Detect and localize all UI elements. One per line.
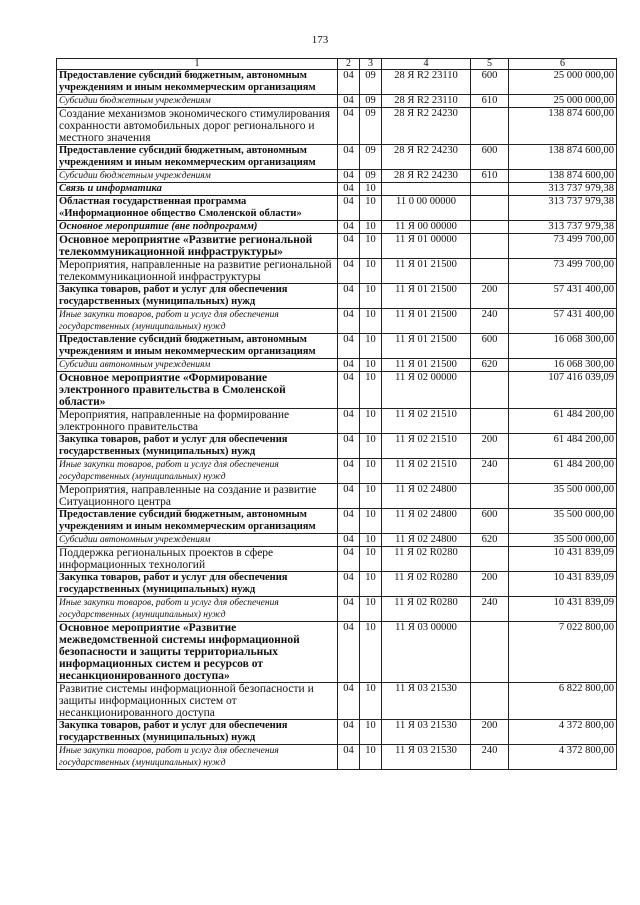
- row-target-code: 28 Я R2 24230: [382, 108, 471, 145]
- table-row: [57, 434, 617, 459]
- header-row: [57, 59, 617, 70]
- row-subsection: 09: [360, 95, 382, 108]
- row-section: 04: [338, 108, 360, 145]
- row-target-code: 11 Я 02 24800: [382, 534, 471, 547]
- row-section: 04: [338, 70, 360, 95]
- row-subsection: 10: [360, 459, 382, 484]
- row-expense-type: 200: [471, 284, 509, 309]
- row-target-code: 11 Я 02 21510: [382, 459, 471, 484]
- row-name: Развитие системы информационной безопасности и защиты информационных систем от несанкционированного доступа: [57, 683, 338, 720]
- row-section: 04: [338, 234, 360, 259]
- row-expense-type: 600: [471, 509, 509, 534]
- row-section: 04: [338, 720, 360, 745]
- row-expense-type: [471, 622, 509, 683]
- row-section: 04: [338, 509, 360, 534]
- row-expense-type: [471, 409, 509, 434]
- row-amount: 73 499 700,00: [509, 259, 617, 284]
- col-header-1: 1: [57, 59, 338, 70]
- table-row: [57, 459, 617, 484]
- row-target-code: 11 Я 02 00000: [382, 372, 471, 409]
- row-target-code: 11 Я 01 00000: [382, 234, 471, 259]
- row-amount: 57 431 400,00: [509, 309, 617, 334]
- row-expense-type: [471, 547, 509, 572]
- row-amount: 7 022 800,00: [509, 622, 617, 683]
- table-row: [57, 284, 617, 309]
- row-expense-type: 200: [471, 572, 509, 597]
- row-amount: 138 874 600,00: [509, 145, 617, 170]
- row-subsection: 10: [360, 572, 382, 597]
- table-row: [57, 234, 617, 259]
- row-target-code: 11 Я 01 21500: [382, 284, 471, 309]
- row-name: Мероприятия, направленные на создание и развитие Ситуационного центра: [57, 484, 338, 509]
- row-amount: 4 372 800,00: [509, 720, 617, 745]
- table-row: [57, 683, 617, 720]
- row-expense-type: [471, 484, 509, 509]
- row-amount: 10 431 839,09: [509, 547, 617, 572]
- row-subsection: 10: [360, 196, 382, 221]
- row-section: 04: [338, 547, 360, 572]
- table-row: [57, 359, 617, 372]
- row-name: Закупка товаров, работ и услуг для обеспечения государственных (муниципальных) нужд: [57, 434, 338, 459]
- row-section: 04: [338, 534, 360, 547]
- table-row: [57, 622, 617, 683]
- row-subsection: 10: [360, 359, 382, 372]
- row-section: 04: [338, 309, 360, 334]
- table-row: [57, 259, 617, 284]
- col-header-4: 4: [382, 59, 471, 70]
- row-subsection: 10: [360, 183, 382, 196]
- table-row: [57, 70, 617, 95]
- row-section: 04: [338, 221, 360, 234]
- row-name: Предоставление субсидий бюджетным, автономным учреждениям и иным некоммерческим организациям: [57, 334, 338, 359]
- table-row: [57, 309, 617, 334]
- table-row: [57, 145, 617, 170]
- row-target-code: [382, 183, 471, 196]
- page-number: 173: [311, 34, 329, 46]
- row-section: 04: [338, 459, 360, 484]
- row-subsection: 10: [360, 509, 382, 534]
- row-amount: 61 484 200,00: [509, 409, 617, 434]
- row-section: 04: [338, 622, 360, 683]
- row-amount: 4 372 800,00: [509, 745, 617, 770]
- row-expense-type: [471, 234, 509, 259]
- row-section: 04: [338, 95, 360, 108]
- row-name: Закупка товаров, работ и услуг для обеспечения государственных (муниципальных) нужд: [57, 572, 338, 597]
- row-amount: 73 499 700,00: [509, 234, 617, 259]
- row-target-code: 11 0 00 00000: [382, 196, 471, 221]
- row-name: Основное мероприятие «Развитие межведомственной системы информационной безопасности и защиты территориальных информационных систем и ресурсов от несанкционированного доступа»: [57, 622, 338, 683]
- row-target-code: 28 Я R2 24230: [382, 145, 471, 170]
- row-name: Иные закупки товаров, работ и услуг для обеспечения государственных (муниципальных) нужд: [57, 459, 338, 484]
- row-section: 04: [338, 183, 360, 196]
- row-expense-type: 240: [471, 459, 509, 484]
- table-row: [57, 572, 617, 597]
- row-subsection: 10: [360, 334, 382, 359]
- row-target-code: 11 Я 03 00000: [382, 622, 471, 683]
- row-target-code: 11 Я 03 21530: [382, 745, 471, 770]
- table-row: [57, 95, 617, 108]
- row-section: 04: [338, 597, 360, 622]
- row-name: Субсидии автономным учреждениям: [57, 534, 338, 547]
- row-amount: 138 874 600,00: [509, 170, 617, 183]
- row-name: Субсидии бюджетным учреждениям: [57, 170, 338, 183]
- row-subsection: 10: [360, 259, 382, 284]
- row-amount: 35 500 000,00: [509, 484, 617, 509]
- row-name: Предоставление субсидий бюджетным, автономным учреждениям и иным некоммерческим организациям: [57, 70, 338, 95]
- row-expense-type: 600: [471, 145, 509, 170]
- row-amount: 25 000 000,00: [509, 95, 617, 108]
- row-amount: 25 000 000,00: [509, 70, 617, 95]
- row-expense-type: [471, 259, 509, 284]
- row-amount: 138 874 600,00: [509, 108, 617, 145]
- row-name: Основное мероприятие (вне подпрограмм): [57, 221, 338, 234]
- row-expense-type: [471, 183, 509, 196]
- row-name: Иные закупки товаров, работ и услуг для обеспечения государственных (муниципальных) нужд: [57, 745, 338, 770]
- row-target-code: 11 Я 02 24800: [382, 484, 471, 509]
- row-subsection: 10: [360, 534, 382, 547]
- row-name: Закупка товаров, работ и услуг для обеспечения государственных (муниципальных) нужд: [57, 720, 338, 745]
- row-target-code: 11 Я 02 21510: [382, 409, 471, 434]
- row-name: Поддержка региональных проектов в сфере информационных технологий: [57, 547, 338, 572]
- row-expense-type: 240: [471, 597, 509, 622]
- table-row: [57, 597, 617, 622]
- row-target-code: 11 Я 02 24800: [382, 509, 471, 534]
- row-expense-type: 240: [471, 309, 509, 334]
- row-target-code: 11 Я 02 R0280: [382, 597, 471, 622]
- row-expense-type: 200: [471, 434, 509, 459]
- row-expense-type: [471, 108, 509, 145]
- table-row: [57, 745, 617, 770]
- row-expense-type: [471, 372, 509, 409]
- row-name: Областная государственная программа «Информационное общество Смоленской области»: [57, 196, 338, 221]
- row-target-code: 11 Я 02 R0280: [382, 547, 471, 572]
- row-target-code: 11 Я 01 21500: [382, 334, 471, 359]
- table-row: [57, 334, 617, 359]
- row-amount: 313 737 979,38: [509, 183, 617, 196]
- row-subsection: 10: [360, 622, 382, 683]
- row-amount: 313 737 979,38: [509, 221, 617, 234]
- row-name: Связь и информатика: [57, 183, 338, 196]
- row-expense-type: 620: [471, 359, 509, 372]
- row-subsection: 10: [360, 720, 382, 745]
- row-expense-type: [471, 683, 509, 720]
- col-header-2: 2: [338, 59, 360, 70]
- row-name: Субсидии автономным учреждениям: [57, 359, 338, 372]
- row-name: Мероприятия, направленные на формирование электронного правительства: [57, 409, 338, 434]
- row-amount: 10 431 839,09: [509, 597, 617, 622]
- table-row: [57, 183, 617, 196]
- table-row: [57, 720, 617, 745]
- row-expense-type: 240: [471, 745, 509, 770]
- row-subsection: 10: [360, 309, 382, 334]
- table-row: [57, 196, 617, 221]
- row-target-code: 28 Я R2 23110: [382, 70, 471, 95]
- row-target-code: 28 Я R2 23110: [382, 95, 471, 108]
- table-row: [57, 547, 617, 572]
- row-subsection: 10: [360, 434, 382, 459]
- row-amount: 61 484 200,00: [509, 434, 617, 459]
- row-subsection: 09: [360, 70, 382, 95]
- table-body: [57, 70, 617, 770]
- row-name: Субсидии бюджетным учреждениям: [57, 95, 338, 108]
- row-subsection: 10: [360, 745, 382, 770]
- row-name: Закупка товаров, работ и услуг для обеспечения государственных (муниципальных) нужд: [57, 284, 338, 309]
- row-name: Предоставление субсидий бюджетным, автономным учреждениям и иным некоммерческим организациям: [57, 509, 338, 534]
- row-target-code: 11 Я 03 21530: [382, 720, 471, 745]
- row-section: 04: [338, 683, 360, 720]
- col-header-6: 6: [509, 59, 617, 70]
- table-row: [57, 534, 617, 547]
- row-target-code: 11 Я 02 21510: [382, 434, 471, 459]
- row-amount: 35 500 000,00: [509, 534, 617, 547]
- row-section: 04: [338, 170, 360, 183]
- row-amount: 57 431 400,00: [509, 284, 617, 309]
- row-subsection: 10: [360, 234, 382, 259]
- row-subsection: 10: [360, 221, 382, 234]
- row-section: 04: [338, 409, 360, 434]
- table-row: [57, 108, 617, 145]
- row-target-code: 28 Я R2 24230: [382, 170, 471, 183]
- row-name: Основное мероприятие «Развитие региональной телекоммуникационной инфраструктуры»: [57, 234, 338, 259]
- row-section: 04: [338, 745, 360, 770]
- row-section: 04: [338, 372, 360, 409]
- row-subsection: 10: [360, 409, 382, 434]
- col-header-3: 3: [360, 59, 382, 70]
- row-name: Иные закупки товаров, работ и услуг для обеспечения государственных (муниципальных) нужд: [57, 309, 338, 334]
- row-amount: 35 500 000,00: [509, 509, 617, 534]
- row-expense-type: [471, 196, 509, 221]
- row-expense-type: [471, 221, 509, 234]
- row-amount: 313 737 979,38: [509, 196, 617, 221]
- row-section: 04: [338, 259, 360, 284]
- row-target-code: 11 Я 03 21530: [382, 683, 471, 720]
- table-row: [57, 484, 617, 509]
- row-amount: 107 416 039,09: [509, 372, 617, 409]
- row-subsection: 10: [360, 597, 382, 622]
- col-header-5: 5: [471, 59, 509, 70]
- row-name: Создание механизмов экономического стимулирования сохранности автомобильных дорог регионального и местного значения: [57, 108, 338, 145]
- row-subsection: 09: [360, 145, 382, 170]
- row-section: 04: [338, 334, 360, 359]
- budget-table: [56, 58, 617, 770]
- row-expense-type: 600: [471, 70, 509, 95]
- row-name: Основное мероприятие «Формирование электронного правительства в Смоленской области»: [57, 372, 338, 409]
- table-row: [57, 509, 617, 534]
- row-expense-type: 620: [471, 534, 509, 547]
- row-target-code: 11 Я 01 21500: [382, 359, 471, 372]
- row-expense-type: 610: [471, 95, 509, 108]
- row-subsection: 10: [360, 484, 382, 509]
- row-amount: 10 431 839,09: [509, 572, 617, 597]
- row-target-code: 11 Я 02 R0280: [382, 572, 471, 597]
- row-section: 04: [338, 145, 360, 170]
- row-target-code: 11 Я 00 00000: [382, 221, 471, 234]
- row-expense-type: 200: [471, 720, 509, 745]
- row-name: Предоставление субсидий бюджетным, автономным учреждениям и иным некоммерческим организациям: [57, 145, 338, 170]
- row-subsection: 10: [360, 372, 382, 409]
- row-section: 04: [338, 359, 360, 372]
- row-amount: 16 068 300,00: [509, 359, 617, 372]
- row-amount: 61 484 200,00: [509, 459, 617, 484]
- table-row: [57, 409, 617, 434]
- row-section: 04: [338, 434, 360, 459]
- row-name: Мероприятия, направленные на развитие региональной телекоммуникационной инфраструктуры: [57, 259, 338, 284]
- row-target-code: 11 Я 01 21500: [382, 309, 471, 334]
- row-subsection: 09: [360, 108, 382, 145]
- table-row: [57, 221, 617, 234]
- row-subsection: 10: [360, 547, 382, 572]
- row-expense-type: 610: [471, 170, 509, 183]
- row-section: 04: [338, 284, 360, 309]
- row-section: 04: [338, 484, 360, 509]
- row-expense-type: 600: [471, 334, 509, 359]
- row-subsection: 10: [360, 683, 382, 720]
- row-target-code: 11 Я 01 21500: [382, 259, 471, 284]
- row-amount: 16 068 300,00: [509, 334, 617, 359]
- table-row: [57, 372, 617, 409]
- row-name: Иные закупки товаров, работ и услуг для обеспечения государственных (муниципальных) нужд: [57, 597, 338, 622]
- row-subsection: 10: [360, 284, 382, 309]
- row-amount: 6 822 800,00: [509, 683, 617, 720]
- row-section: 04: [338, 572, 360, 597]
- table-row: [57, 170, 617, 183]
- row-subsection: 09: [360, 170, 382, 183]
- row-section: 04: [338, 196, 360, 221]
